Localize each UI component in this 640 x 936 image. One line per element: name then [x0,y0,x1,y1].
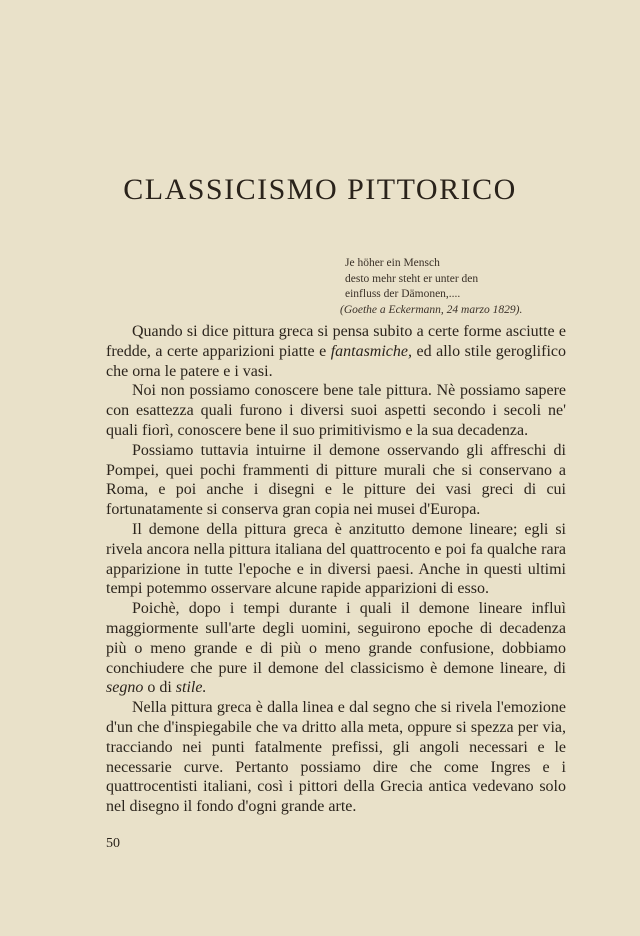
paragraph-emphasis: segno [106,679,144,697]
epigraph-line: Je höher ein Mensch [345,257,440,269]
paragraph-5 [106,599,566,698]
paragraph-text: Poichè, dopo i tempi durante i quali il demone lineare influì maggiormente sull'arte degli uomini, seguirono epoche di decadenza più o meno grande e di più o meno grande confusione, dobbiamo conchiudere che pure il demone del classicismo è demone lineare, di [106,600,566,677]
paragraph-3: Possiamo tuttavia intuirne il demone osservando gli affreschi di Pompei, quei pochi frammenti di pitture murali che si conservano a Roma, e poi anche i disegni e le pitture dei vasi greci di cui fortunatamente si conserva gran copia nei musei d'Europa. [106,441,566,519]
epigraph-line: einfluss der Dämonen,.... [345,288,461,300]
paragraph-emphasis: fantasmiche, [330,342,413,360]
paragraph-2: Noi non possiamo conoscere bene tale pittura. Nè possiamo sapere con esattezza quali furono i diversi suoi aspetti secondo i secoli ne' quali fiorì, conoscere bene il suo primitivismo e la sua decadenza. [106,382,566,439]
paragraph-emphasis: stile. [175,679,207,697]
paragraph-6: Nella pittura greca è dalla linea e dal segno che si rivela l'emozione d'un che d'inspiegabile che va dritto alla meta, oppure si spezza per via, tracciando nei punti fatalmente prefissi, gli angoli necessari e le necessarie curve. Pertanto possiamo dire che come Ingres e i quattrocentisti italiani, così i pittori della Grecia antica vedevano solo nel disegno il fondo d'ogni grande arte. [106,699,566,816]
paragraph-text: ed allo stile geroglifico che orna le patere e i vasi. [106,342,566,380]
epigraph-source: (Goethe a Eckermann, 24 marzo 1829). [340,303,523,316]
paragraph-text: o di [143,679,176,697]
paragraph-1 [106,322,566,381]
page-title: CLASSICISMO PITTORICO [123,173,517,206]
epigraph-line: desto mehr steht er unter den [345,272,479,285]
paragraph-4: Il demone della pittura greca è anzitutto demone lineare; egli si rivela ancora nella pittura italiana del quattrocento e poi fa qualche rara apparizione in tutte l'epoche e in diversi paesi. Anche in questi ultimi tempi potemmo osservare alcune rapide apparizioni di esso. [106,520,566,598]
epigraph [340,256,635,318]
page-number: 50 [106,836,120,851]
paragraph-text: Quando si dice pittura greca si pensa subito a certe forme asciutte e fredde, a certe apparizioni piatte e [106,323,566,360]
body-text [106,322,566,817]
